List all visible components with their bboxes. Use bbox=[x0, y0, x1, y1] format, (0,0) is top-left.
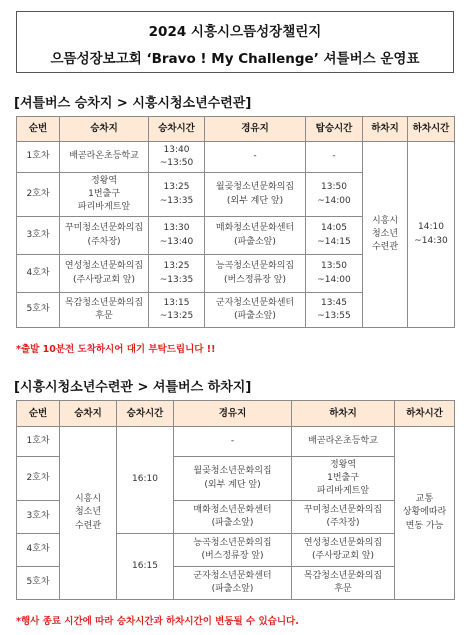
boarding-location-line: 꾸미청소년문화의집 bbox=[64, 223, 144, 234]
return-dropoff-location-line: 배곧라온초등학교 bbox=[308, 435, 378, 446]
via-stop bbox=[205, 255, 306, 293]
return-col-header: 순번 bbox=[17, 401, 60, 427]
via-stop-line: (외부 계단 앞) bbox=[226, 195, 284, 206]
via-stop-line: (파출소앞) bbox=[234, 236, 276, 247]
via-time-line: ~14:15 bbox=[317, 236, 351, 247]
return-col-header: 하차시간 bbox=[395, 401, 455, 427]
boarding-time bbox=[149, 217, 205, 255]
bus-number: 4호차 bbox=[17, 255, 60, 293]
boarding-location-line: 목감청소년문화의집 bbox=[64, 297, 144, 308]
return-dropoff-location-line: 목감청소년문화의집 bbox=[303, 570, 383, 581]
via-stop-line: 월곶청소년문화의집 bbox=[215, 182, 295, 193]
return-col-header: 승차시간 bbox=[117, 401, 174, 427]
return-boarding-location bbox=[60, 427, 117, 600]
return-dropoff-location bbox=[292, 427, 395, 457]
return-dropoff-time bbox=[395, 427, 455, 600]
via-stop-line: 군자청소년문화센터 bbox=[215, 297, 295, 308]
outbound-col-header: 하차지 bbox=[363, 117, 408, 142]
return-via-stop-line: - bbox=[230, 435, 235, 446]
dropoff-location-line: 청소년 bbox=[371, 228, 399, 239]
return-notice: *행사 종료 시간에 따라 승차시간과 하차시간이 변동될 수 있습니다. bbox=[16, 616, 299, 627]
boarding-location bbox=[60, 255, 149, 293]
boarding-location bbox=[60, 217, 149, 255]
boarding-time bbox=[149, 293, 205, 328]
return-via-stop bbox=[174, 457, 292, 501]
return-col-header: 하차지 bbox=[292, 401, 395, 427]
boarding-location bbox=[60, 293, 149, 328]
boarding-location-line: 1번출구 bbox=[88, 188, 120, 199]
return-section-title: [시흥시청소년수련관 > 셔틀버스 하차지] bbox=[14, 380, 252, 395]
outbound-col-header: 경유지 bbox=[205, 117, 306, 142]
via-stop-line: - bbox=[253, 151, 257, 162]
boarding-location bbox=[60, 173, 149, 217]
boarding-time-line: ~13:50 bbox=[159, 158, 194, 168]
bus-number: 2호차 bbox=[17, 173, 60, 217]
return-boarding-location-line: 청소년 bbox=[74, 507, 102, 518]
return-dropoff-time-line: 교통 bbox=[415, 494, 434, 505]
return-via-stop bbox=[174, 501, 292, 534]
boarding-location-line: 연성청소년문화의집 bbox=[64, 261, 144, 272]
document-title: 2024 시흥시으뜸성장챌린지 bbox=[148, 24, 322, 40]
boarding-time-line: 13:30 bbox=[163, 223, 190, 234]
return-header-row bbox=[17, 401, 455, 427]
outbound-col-header: 승차지 bbox=[60, 117, 149, 142]
title-box bbox=[16, 11, 454, 73]
via-time-line: 14:05 bbox=[321, 223, 347, 234]
via-time-line: 13:50 bbox=[321, 261, 347, 272]
dropoff-location-line: 시흥시 bbox=[371, 215, 399, 226]
return-dropoff-location-line: (주사랑교회 앞) bbox=[311, 551, 375, 561]
return-dropoff-location bbox=[292, 534, 395, 567]
boarding-time-line: 13:25 bbox=[163, 182, 190, 193]
bus-number: 3호차 bbox=[17, 217, 60, 255]
return-via-stop-line: 월곶청소년문화의집 bbox=[193, 466, 272, 477]
boarding-location bbox=[60, 142, 149, 173]
bus-number: 1호차 bbox=[17, 427, 60, 457]
return-dropoff-time-line: 변동 가능 bbox=[405, 520, 444, 531]
boarding-time-line: ~13:25 bbox=[159, 311, 194, 321]
via-time-line: 13:45 bbox=[321, 297, 347, 308]
outbound-col-header: 순번 bbox=[17, 117, 60, 142]
boarding-time bbox=[149, 173, 205, 217]
return-via-stop-line: (버스정류장 앞) bbox=[201, 551, 264, 561]
dropoff-location bbox=[363, 142, 408, 328]
dropoff-location-line: 수련관 bbox=[371, 242, 399, 253]
via-time bbox=[306, 217, 363, 255]
return-dropoff-location bbox=[292, 567, 395, 600]
return-dropoff-location-line: 1번출구 bbox=[327, 472, 359, 483]
boarding-time bbox=[149, 142, 205, 173]
bus-number: 5호차 bbox=[17, 567, 60, 600]
via-stop-line: (파출소앞) bbox=[234, 311, 276, 321]
boarding-location-line: (주사랑교회 앞) bbox=[72, 274, 136, 285]
via-stop bbox=[205, 173, 306, 217]
via-stop-line: (버스정류장 앞) bbox=[223, 274, 287, 285]
return-dropoff-location bbox=[292, 501, 395, 534]
boarding-time-line: 13:25 bbox=[163, 261, 190, 272]
bus-number: 3호차 bbox=[17, 501, 60, 534]
return-via-stop-line: 매화청소년문화센터 bbox=[193, 504, 272, 515]
return-boarding-time: 16:15 bbox=[117, 534, 174, 600]
boarding-time-line: ~13:35 bbox=[159, 195, 194, 206]
outbound-section-title: [셔틀버스 승차지 > 시흥시청소년수련관] bbox=[14, 96, 252, 111]
outbound-schedule-table bbox=[16, 116, 455, 328]
boarding-location-line: 배곧라온초등학교 bbox=[69, 151, 139, 162]
outbound-header-row bbox=[17, 117, 455, 142]
return-dropoff-location-line: 파리바게트앞 bbox=[316, 486, 370, 497]
return-dropoff-time-line: 상황에따라 bbox=[402, 507, 447, 518]
bus-number: 5호차 bbox=[17, 293, 60, 328]
via-time bbox=[306, 173, 363, 217]
bus-number: 1호차 bbox=[17, 142, 60, 173]
boarding-time-line: ~13:40 bbox=[159, 236, 194, 247]
return-dropoff-location-line: (주차장) bbox=[326, 518, 360, 528]
document-subtitle: 으뜸성장보고회 ‘Bravo ! My Challenge’ 셔틀버스 운영표 bbox=[50, 51, 420, 67]
boarding-time bbox=[149, 255, 205, 293]
return-dropoff-location-line: 꾸미청소년문화의집 bbox=[303, 504, 383, 515]
via-stop bbox=[205, 142, 306, 173]
via-time bbox=[306, 255, 363, 293]
via-stop bbox=[205, 217, 306, 255]
return-via-stop-line: 군자청소년문화센터 bbox=[193, 570, 272, 581]
via-stop-line: 능곡청소년문화의집 bbox=[215, 261, 295, 272]
dropoff-time-line: ~14:30 bbox=[414, 235, 448, 246]
outbound-col-header: 탑승시간 bbox=[306, 117, 363, 142]
outbound-notice: *출발 10분전 도착하시어 대기 부탁드립니다 !! bbox=[16, 344, 216, 355]
return-boarding-location-line: 시흥시 bbox=[74, 494, 102, 505]
return-row bbox=[17, 427, 455, 457]
return-dropoff-location-line: 정왕역 bbox=[329, 459, 357, 470]
outbound-col-header: 승차시간 bbox=[149, 117, 205, 142]
boarding-location-line: 후문 bbox=[95, 311, 113, 321]
return-schedule-table bbox=[16, 400, 455, 600]
return-via-stop-line: (파출소앞) bbox=[211, 584, 254, 594]
return-via-stop bbox=[174, 534, 292, 567]
boarding-time-line: ~13:35 bbox=[159, 274, 194, 285]
boarding-time-line: 13:15 bbox=[163, 297, 190, 308]
via-time bbox=[306, 142, 363, 173]
bus-number: 2호차 bbox=[17, 457, 60, 501]
return-via-stop bbox=[174, 427, 292, 457]
via-time-line: ~14:00 bbox=[317, 195, 351, 206]
boarding-location-line: 파리바게트앞 bbox=[77, 202, 131, 213]
via-stop-line: 매화청소년문화센터 bbox=[215, 223, 295, 234]
return-boarding-location-line: 수련관 bbox=[74, 520, 102, 531]
via-time-line: ~14:00 bbox=[317, 274, 351, 285]
dropoff-time-line: 14:10 bbox=[418, 222, 444, 233]
return-via-stop-line: 능곡청소년문화의집 bbox=[193, 537, 272, 548]
return-dropoff-location-line: 후문 bbox=[334, 584, 352, 594]
outbound-row bbox=[17, 142, 455, 173]
dropoff-time bbox=[408, 142, 455, 328]
boarding-time-line: 13:40 bbox=[163, 144, 190, 155]
return-dropoff-location bbox=[292, 457, 395, 501]
return-via-stop-line: (파출소앞) bbox=[211, 518, 254, 528]
return-col-header: 승차지 bbox=[60, 401, 117, 427]
via-time-line: ~13:55 bbox=[317, 311, 351, 321]
return-dropoff-location-line: 연성청소년문화의집 bbox=[303, 537, 383, 548]
via-time bbox=[306, 293, 363, 328]
return-col-header: 경유지 bbox=[174, 401, 292, 427]
via-stop bbox=[205, 293, 306, 328]
return-boarding-time: 16:10 bbox=[117, 427, 174, 534]
boarding-location-line: 정왕역 bbox=[90, 175, 118, 186]
return-via-stop bbox=[174, 567, 292, 600]
outbound-col-header: 하차시간 bbox=[408, 117, 455, 142]
via-time-line: - bbox=[332, 151, 336, 162]
boarding-location-line: (주차장) bbox=[87, 236, 121, 247]
via-time-line: 13:50 bbox=[321, 182, 347, 193]
bus-number: 4호차 bbox=[17, 534, 60, 567]
return-via-stop-line: (외부 계단 앞) bbox=[204, 479, 261, 490]
